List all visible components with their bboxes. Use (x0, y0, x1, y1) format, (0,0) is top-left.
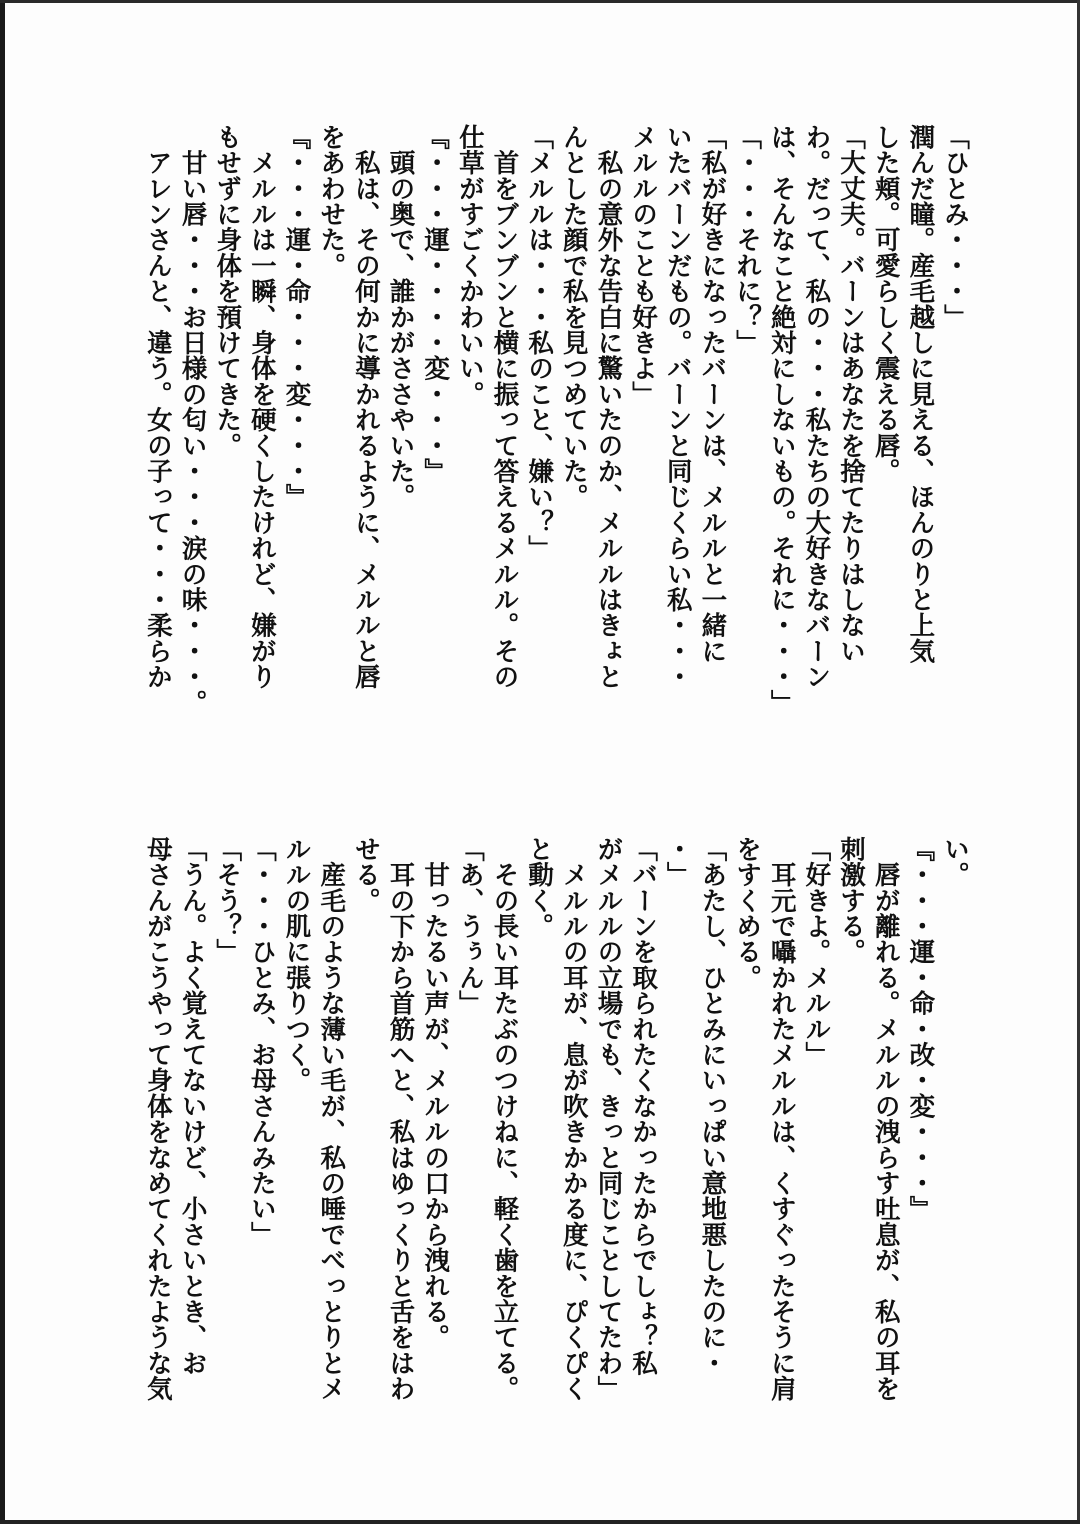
text-column: アレンさんと、違う。女の子って・・・柔らか (142, 124, 173, 690)
text-column: 頭の奥で、誰かがささやいた。 (385, 124, 416, 510)
text-column: 『・・・運・・・・変・・・』 (420, 124, 451, 484)
text-column: 耳元で囁かれたメルルは、くすぐったそうに肩 (766, 836, 797, 1402)
text-column: をすくめる。 (732, 836, 763, 991)
text-column: いたバーンだもの。バーンと同じくらい私・・・ (662, 124, 693, 690)
text-column: 「あ、うぅん」 (454, 836, 485, 1016)
text-column: わ。だって、私の・・・私たちの大好きなバーン (801, 124, 832, 690)
text-column: 刺激する。 (836, 836, 867, 965)
text-column: メルルのことも好きよ」 (628, 124, 659, 407)
text-column: 『・・・運・命・・・変・・・』 (281, 124, 312, 510)
text-column: 私は、その何かに導かれるように、メルルと唇 (350, 124, 381, 690)
upper-text-block (140, 124, 972, 744)
text-column: 唇が離れる。メルルの洩らす吐息が、私の耳を (870, 836, 901, 1402)
text-column: 仕草がすごくかわいい。 (454, 124, 485, 407)
text-column: 私の意外な告白に驚いたのか、メルルはきょと (593, 124, 624, 690)
text-column: ・」 (662, 836, 693, 888)
text-column: 首をブンブンと横に振って答えるメルル。その (489, 124, 520, 690)
text-column: メルルの耳が、息が吹きかかる度に、ぴくぴく (558, 836, 589, 1402)
text-column: 甘ったるい声が、メルルの口から洩れる。 (420, 836, 451, 1350)
text-column: と動く。 (524, 836, 555, 939)
scan-border-bottom (0, 1520, 1080, 1524)
text-column: 「・・・ひとみ、お母さんみたい」 (246, 836, 277, 1248)
text-column: がメルルの立場でも、きっと同じことしてたわ」 (593, 836, 624, 1402)
text-column: んとした顔で私を見つめていた。 (558, 124, 589, 510)
scan-border-left (0, 0, 5, 1524)
lower-text-block (140, 836, 972, 1456)
text-column: 産毛のような薄い毛が、私の唾でべっとりとメ (316, 836, 347, 1402)
text-column: い。 (940, 836, 970, 888)
text-column: 『・・・運・命・改・変・・・』 (905, 836, 936, 1222)
text-column: 「うん。よく覚えてないけど、小さいとき、お (177, 836, 208, 1376)
text-column: 「大丈夫。バーンはあなたを捨てたりはしない (836, 124, 867, 664)
scan-border-top (0, 0, 1080, 3)
text-column: は、そんなこと絶対にしないもの。それに・・・」 (766, 124, 797, 716)
text-column: 「あたし、ひとみにいっぱい意地悪したのに・ (697, 836, 728, 1376)
text-column: 母さんがこうやって身体をなめてくれたような気 (142, 836, 173, 1402)
text-column: した頬。可愛らしく震える唇。 (870, 124, 901, 484)
text-column: 「私が好きになったバーンは、メルルと一緒に (697, 124, 728, 664)
text-column: メルルは一瞬、身体を硬くしたけれど、嫌がり (246, 124, 277, 690)
text-column: 「そう？」 (212, 836, 243, 965)
text-column: 「・・・それに？」 (732, 124, 763, 356)
text-column: 「バーンを取られたくなかったからでしょ？私 (628, 836, 659, 1376)
text-column: その長い耳たぶのつけねに、軽く歯を立てる。 (489, 836, 520, 1402)
text-column: せる。 (350, 836, 381, 914)
text-column: 耳の下から首筋へと、私はゆっくりと舌をはわ (385, 836, 416, 1402)
text-column: 「好きよ。メルル」 (801, 836, 832, 1068)
text-column: もせずに身体を預けてきた。 (212, 124, 243, 459)
text-column: 「ひとみ・・・」 (940, 124, 970, 330)
text-column: 甘い唇・・・お日様の匂い・・・涙の味・・・。 (177, 124, 208, 716)
text-column: ルルの肌に張りつく。 (281, 836, 312, 1093)
text-column: 「メルルは・・・私のこと、嫌い？」 (524, 124, 555, 561)
text-column: をあわせた。 (316, 124, 347, 279)
text-column: 潤んだ瞳。産毛越しに見える、ほんのりと上気 (905, 124, 936, 664)
